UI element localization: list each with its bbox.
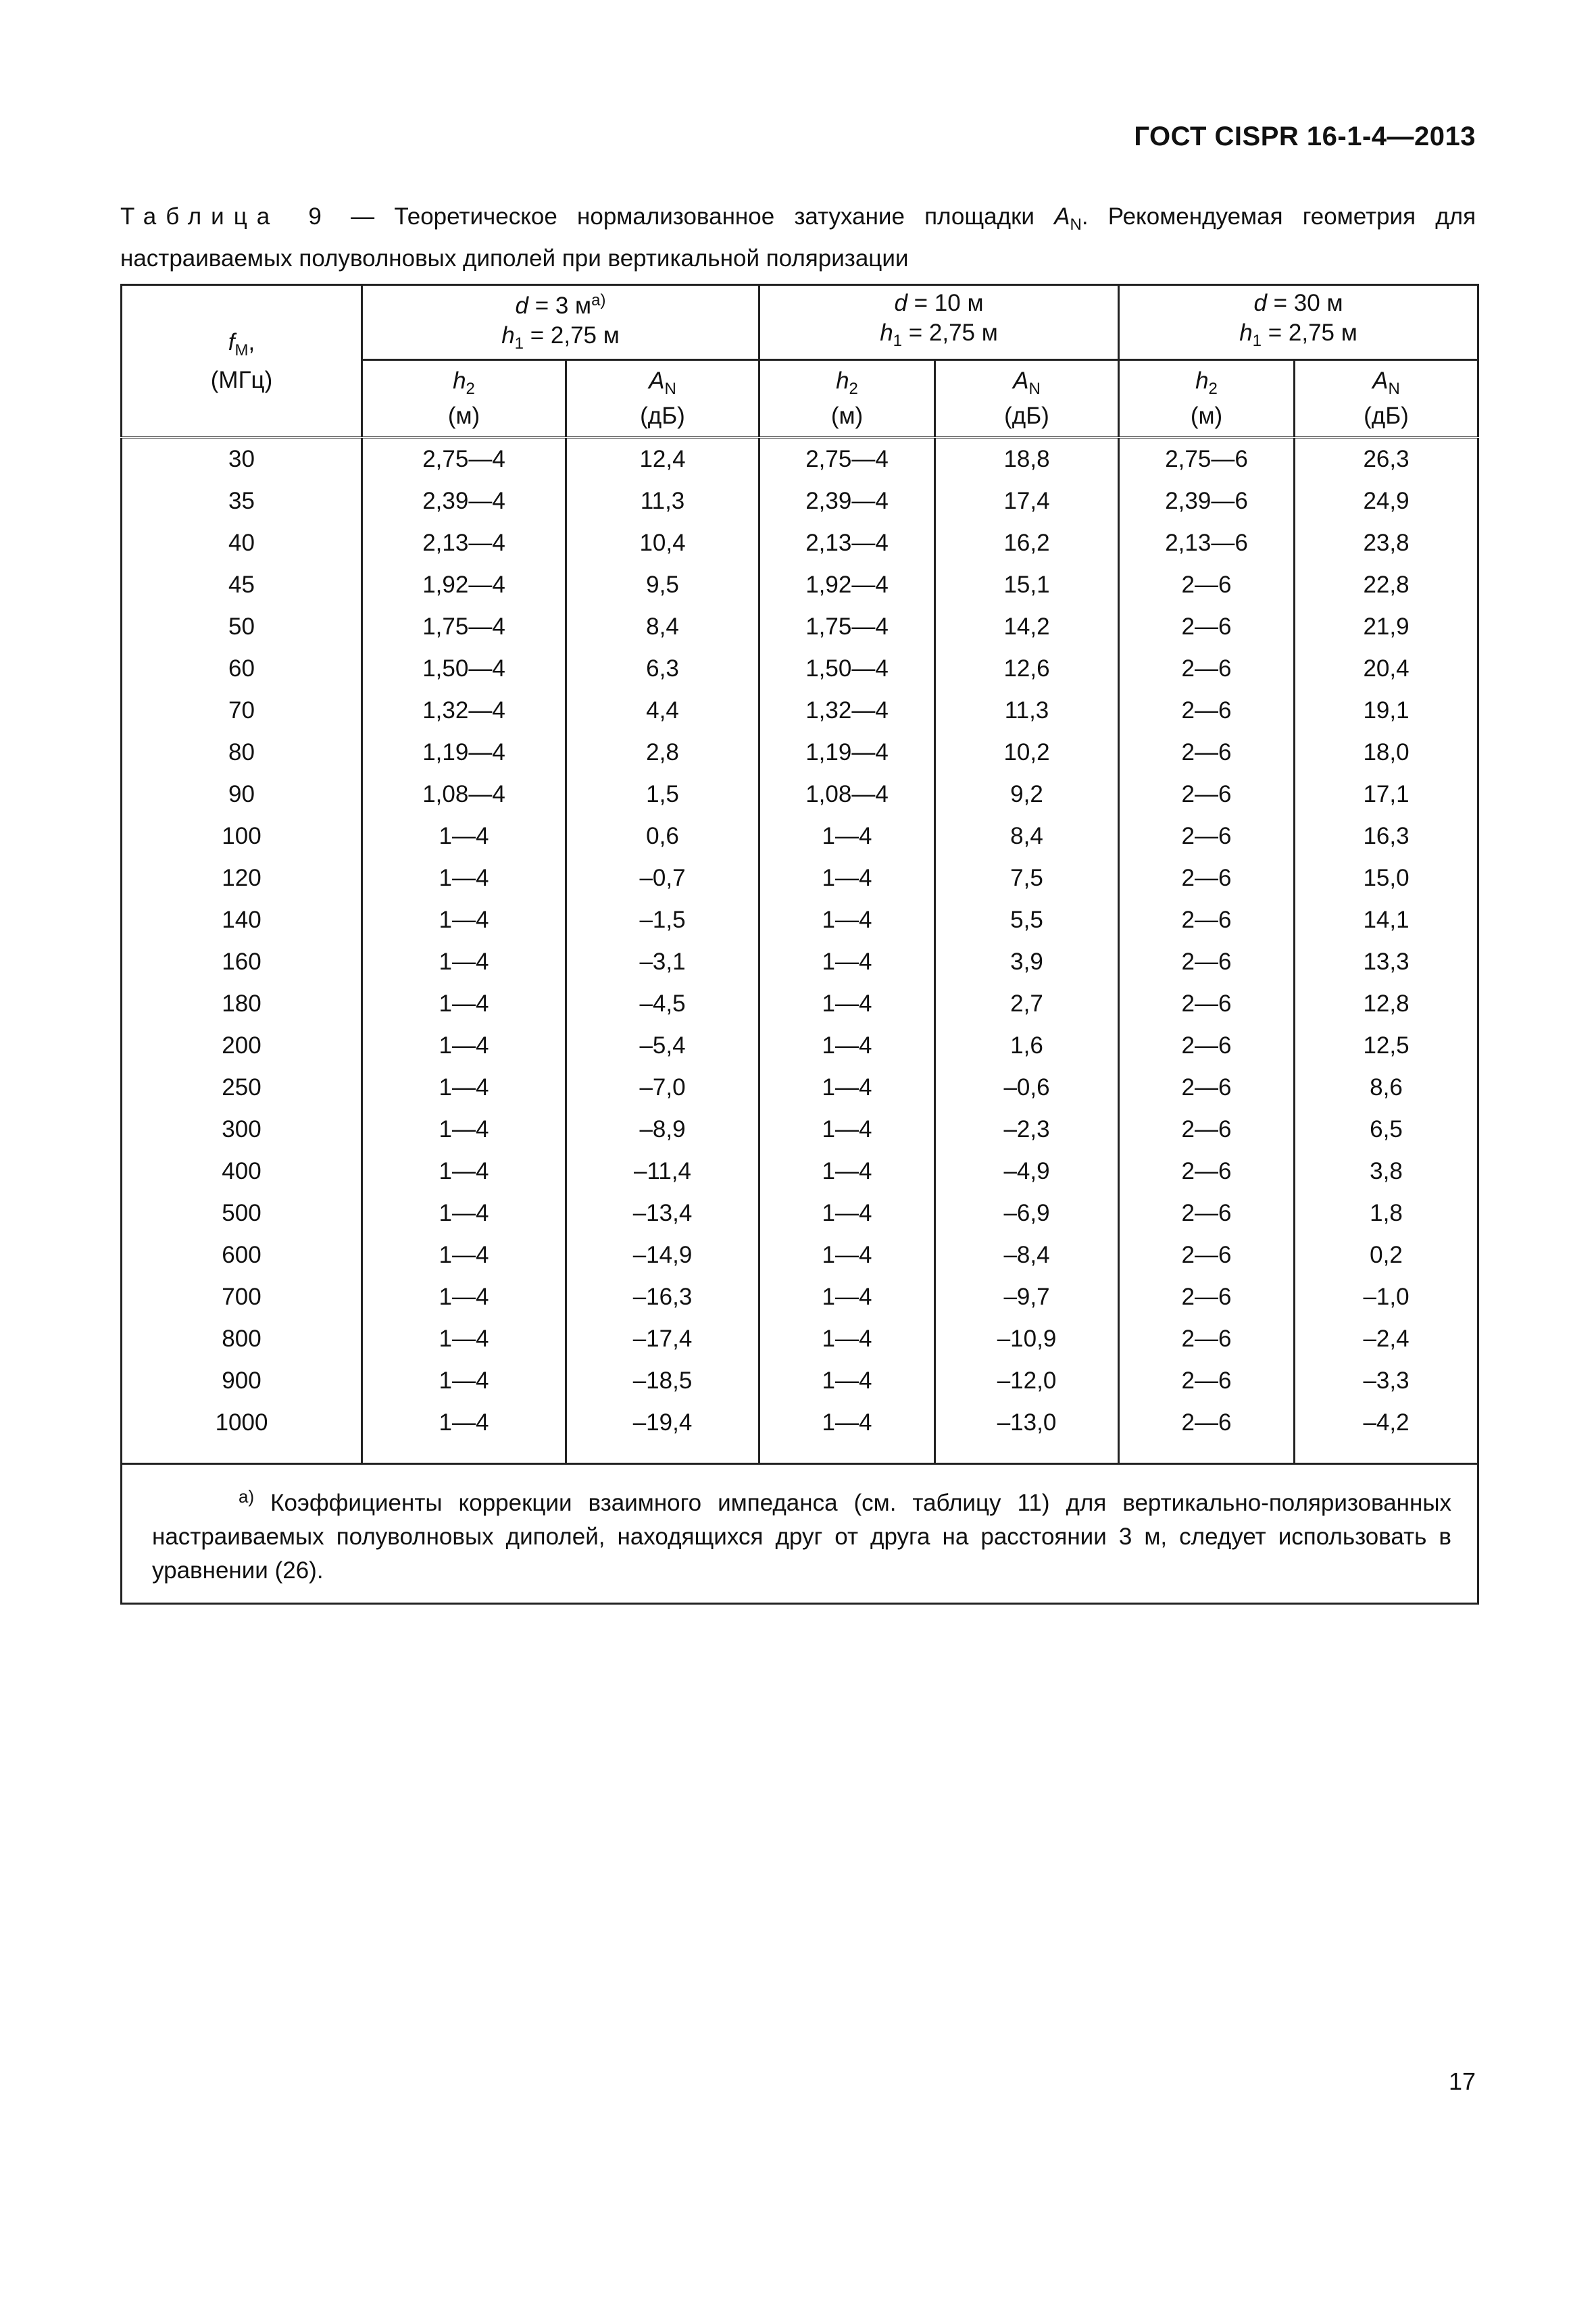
frequency-cell: 160 [122,941,362,983]
table-row [122,522,1478,564]
table-row [122,857,1478,899]
h-value: = 2,75 м [524,322,620,349]
frequency-cell: 140 [122,899,362,941]
an-d30-cell: 15,0 [1295,857,1478,899]
frequency-cell: 70 [122,690,362,732]
table-row [122,438,1478,481]
h2-d10-cell: 1—4 [759,983,935,1025]
h2-unit: (м) [1190,403,1223,429]
an-symbol: A [649,368,665,394]
h2-d30-cell: 2—6 [1119,774,1295,815]
caption-symbol: A [1054,203,1070,230]
h2-d30-cell: 2—6 [1119,732,1295,774]
footnote-text: Коэффициенты коррекции взаимного импеданса (см. таблицу 11) для вертикально-поляризованных настраиваемых полуволновых диполей, находящихся друг от друга на расстоянии 3 м, следует использовать в уравнении (26). [152,1490,1451,1584]
h-value: = 2,75 м [902,320,998,346]
h2-d3-cell: 1—4 [362,941,566,983]
h2-d3-cell: 1—4 [362,899,566,941]
an-d10-cell: 1,6 [935,1025,1119,1067]
an-d10-cell: 12,6 [935,648,1119,690]
h2-d10-cell: 1,19—4 [759,732,935,774]
caption-text-before: Теоретическое нормализованное затухание площадки [394,203,1055,230]
h2-d10-cell: 1—4 [759,1276,935,1318]
h2-d30-cell: 2—6 [1119,648,1295,690]
an-d30-cell: 26,3 [1295,438,1478,481]
h-value: = 2,75 м [1262,320,1357,346]
d-value: = 10 м [907,290,984,316]
h2-d3-cell: 1,50—4 [362,648,566,690]
h2-d10-cell: 1—4 [759,1192,935,1234]
h2-d30-cell: 2—6 [1119,1192,1295,1234]
h2-d30-cell: 2—6 [1119,690,1295,732]
h2-d30-cell: 2—6 [1119,1025,1295,1067]
h2-d3-cell: 1,75—4 [362,606,566,648]
table-row [122,774,1478,815]
h2-sub: 2 [849,380,858,398]
table-row [122,1360,1478,1402]
frequency-cell: 35 [122,480,362,522]
an-d30-cell: 12,5 [1295,1025,1478,1067]
h-sub: 1 [514,334,524,353]
frequency-cell: 80 [122,732,362,774]
an-d3-cell: –5,4 [566,1025,759,1067]
an-d3-cell: –1,5 [566,899,759,941]
an-d3-cell: –8,9 [566,1109,759,1151]
h2-d3-cell: 2,75—4 [362,438,566,481]
an-d30-cell: 1,8 [1295,1192,1478,1234]
an-d3-cell: –18,5 [566,1360,759,1402]
an-symbol: A [1372,368,1389,394]
an-d3-cell: 0,6 [566,815,759,857]
h2-d3-cell: 1—4 [362,1067,566,1109]
an-d30-cell: 21,9 [1295,606,1478,648]
h2-d10-cell: 1—4 [759,815,935,857]
h-label: h [501,322,515,349]
an-d30-cell: 18,0 [1295,732,1478,774]
subheader-h2 [362,360,566,438]
an-d3-cell: 1,5 [566,774,759,815]
an-d3-cell: 2,8 [566,732,759,774]
h2-d10-cell: 1—4 [759,857,935,899]
an-d30-cell: –2,4 [1295,1318,1478,1360]
an-d3-cell: –13,4 [566,1192,759,1234]
freq-comma: , [248,328,255,355]
frequency-cell: 50 [122,606,362,648]
frequency-cell: 120 [122,857,362,899]
h2-d30-cell: 2—6 [1119,606,1295,648]
subheader-an [566,360,759,438]
an-d3-cell: –19,4 [566,1402,759,1464]
d-label: d [515,293,528,319]
frequency-header [122,285,362,438]
table-row [122,690,1478,732]
table-row [122,1025,1478,1067]
h2-d3-cell: 1—4 [362,1234,566,1276]
table-row [122,1402,1478,1464]
page-number: 17 [1448,2067,1476,2095]
h2-d10-cell: 2,13—4 [759,522,935,564]
h2-sub: 2 [1208,380,1218,398]
an-d10-cell: –0,6 [935,1067,1119,1109]
an-d3-cell: 9,5 [566,564,759,606]
h2-unit: (м) [830,403,864,429]
h2-d3-cell: 1—4 [362,1025,566,1067]
an-d30-cell: 8,6 [1295,1067,1478,1109]
h2-d30-cell: 2—6 [1119,1109,1295,1151]
h2-d10-cell: 1—4 [759,941,935,983]
h2-d3-cell: 1—4 [362,857,566,899]
table-row [122,480,1478,522]
d-value: = 3 м [528,293,592,319]
an-d30-cell: 22,8 [1295,564,1478,606]
caption-label: Таблица 9 [120,203,331,230]
h2-d30-cell: 2—6 [1119,857,1295,899]
h2-d3-cell: 1—4 [362,1276,566,1318]
h2-d30-cell: 2—6 [1119,983,1295,1025]
h2-d10-cell: 1,50—4 [759,648,935,690]
h2-d10-cell: 1—4 [759,899,935,941]
h-sub: 1 [893,332,903,350]
an-d30-cell: 14,1 [1295,899,1478,941]
an-sub: N [1388,380,1400,398]
frequency-cell: 90 [122,774,362,815]
h2-d3-cell: 1—4 [362,1109,566,1151]
caption-dash: — [330,203,395,230]
group-header-d10 [759,285,1119,360]
frequency-cell: 60 [122,648,362,690]
h2-d30-cell: 2—6 [1119,1276,1295,1318]
h2-d3-cell: 1—4 [362,1192,566,1234]
h2-d10-cell: 1,32—4 [759,690,935,732]
freq-symbol-sub: M [234,341,249,359]
an-d3-cell: 4,4 [566,690,759,732]
frequency-cell: 1000 [122,1402,362,1464]
h2-d3-cell: 1—4 [362,1151,566,1192]
an-sub: N [664,380,676,398]
freq-symbol: f [228,328,235,355]
group-header-d3 [362,285,759,360]
h2-d10-cell: 1,75—4 [759,606,935,648]
frequency-cell: 30 [122,438,362,481]
h2-d30-cell: 2—6 [1119,899,1295,941]
an-d3-cell: –11,4 [566,1151,759,1192]
document-code-header: ГОСТ CISPR 16-1-4—2013 [1134,122,1476,151]
table-row [122,1067,1478,1109]
h2-d30-cell: 2,39—6 [1119,480,1295,522]
an-d30-cell: 12,8 [1295,983,1478,1025]
an-d10-cell: 17,4 [935,480,1119,522]
h2-d10-cell: 1—4 [759,1360,935,1402]
subheader-h2 [1119,360,1295,438]
h2-d30-cell: 2—6 [1119,1318,1295,1360]
an-d10-cell: 15,1 [935,564,1119,606]
h2-d30-cell: 2—6 [1119,941,1295,983]
an-d30-cell: 23,8 [1295,522,1478,564]
frequency-cell: 600 [122,1234,362,1276]
subheader-an [1295,360,1478,438]
an-d10-cell: –12,0 [935,1360,1119,1402]
an-d10-cell: 11,3 [935,690,1119,732]
an-d3-cell: 12,4 [566,438,759,481]
table-row [122,899,1478,941]
h2-d10-cell: 1—4 [759,1402,935,1464]
h2-d30-cell: 2—6 [1119,1402,1295,1464]
h2-d3-cell: 1—4 [362,1402,566,1464]
h2-d3-cell: 1—4 [362,815,566,857]
an-d3-cell: –3,1 [566,941,759,983]
footnote-mark: a) [239,1486,255,1507]
an-d10-cell: –4,9 [935,1151,1119,1192]
h2-d10-cell: 1,92—4 [759,564,935,606]
an-d30-cell: –1,0 [1295,1276,1478,1318]
an-d30-cell: 20,4 [1295,648,1478,690]
an-d30-cell: 3,8 [1295,1151,1478,1192]
an-d3-cell: –0,7 [566,857,759,899]
an-d3-cell: 8,4 [566,606,759,648]
table-row [122,606,1478,648]
h2-d3-cell: 2,13—4 [362,522,566,564]
d-label: d [1253,290,1267,316]
h2-d3-cell: 1,19—4 [362,732,566,774]
h2-d3-cell: 1—4 [362,983,566,1025]
h2-d10-cell: 1—4 [759,1025,935,1067]
h2-d30-cell: 2—6 [1119,1151,1295,1192]
frequency-cell: 250 [122,1067,362,1109]
an-d10-cell: 14,2 [935,606,1119,648]
h2-d10-cell: 1,08—4 [759,774,935,815]
an-d30-cell: 0,2 [1295,1234,1478,1276]
an-d3-cell: 10,4 [566,522,759,564]
an-d10-cell: 7,5 [935,857,1119,899]
group-header-d30 [1119,285,1478,360]
frequency-cell: 200 [122,1025,362,1067]
h2-symbol: h [453,368,466,394]
table-row [122,1234,1478,1276]
subheader-h2 [759,360,935,438]
an-d10-cell: 3,9 [935,941,1119,983]
an-d3-cell: 6,3 [566,648,759,690]
an-d3-cell: –17,4 [566,1318,759,1360]
h2-d30-cell: 2—6 [1119,1234,1295,1276]
an-d30-cell: 24,9 [1295,480,1478,522]
an-d10-cell: 8,4 [935,815,1119,857]
frequency-cell: 40 [122,522,362,564]
h2-unit: (м) [447,403,480,429]
h2-d10-cell: 1—4 [759,1151,935,1192]
an-d10-cell: 16,2 [935,522,1119,564]
h-sub: 1 [1252,332,1262,350]
an-d10-cell: –10,9 [935,1318,1119,1360]
d-value: = 30 м [1266,290,1343,316]
h2-d30-cell: 2—6 [1119,1360,1295,1402]
frequency-cell: 180 [122,983,362,1025]
caption-text-after: . Рекомендуемая геометрия для настраиваемых полуволновых диполей при вертикальной поляризации [120,203,1476,272]
frequency-cell: 800 [122,1318,362,1360]
an-unit: (дБ) [1364,403,1409,429]
h2-d3-cell: 1—4 [362,1360,566,1402]
an-d10-cell: 2,7 [935,983,1119,1025]
an-unit: (дБ) [1004,403,1049,429]
h-label: h [1239,320,1253,346]
h2-d3-cell: 1,92—4 [362,564,566,606]
h2-d3-cell: 1,08—4 [362,774,566,815]
frequency-cell: 500 [122,1192,362,1234]
an-d10-cell: 10,2 [935,732,1119,774]
h2-d30-cell: 2—6 [1119,1067,1295,1109]
h2-sub: 2 [466,380,475,398]
an-d3-cell: –14,9 [566,1234,759,1276]
frequency-cell: 100 [122,815,362,857]
an-d10-cell: –9,7 [935,1276,1119,1318]
subheader-an [935,360,1119,438]
an-symbol: A [1013,368,1029,394]
an-d10-cell: 9,2 [935,774,1119,815]
an-d10-cell: –2,3 [935,1109,1119,1151]
h2-d3-cell: 1,32—4 [362,690,566,732]
an-d3-cell: –7,0 [566,1067,759,1109]
table-row [122,564,1478,606]
an-d3-cell: 11,3 [566,480,759,522]
h2-d10-cell: 1—4 [759,1318,935,1360]
freq-unit: (МГц) [210,366,273,393]
an-d10-cell: –8,4 [935,1234,1119,1276]
h2-d10-cell: 2,39—4 [759,480,935,522]
an-d10-cell: –6,9 [935,1192,1119,1234]
attenuation-table [120,284,1479,1605]
an-sub: N [1028,380,1041,398]
table-body [122,438,1478,1464]
h2-d10-cell: 1—4 [759,1234,935,1276]
an-d10-cell: –13,0 [935,1402,1119,1464]
frequency-cell: 400 [122,1151,362,1192]
an-d30-cell: 6,5 [1295,1109,1478,1151]
caption-symbol-sub: N [1070,216,1082,234]
h2-d30-cell: 2—6 [1119,815,1295,857]
an-d30-cell: 17,1 [1295,774,1478,815]
footnote-ref-mark: a) [591,291,606,309]
an-d30-cell: 19,1 [1295,690,1478,732]
h-label: h [880,320,893,346]
an-d30-cell: 16,3 [1295,815,1478,857]
an-unit: (дБ) [640,403,685,429]
frequency-cell: 45 [122,564,362,606]
h2-d10-cell: 1—4 [759,1067,935,1109]
h2-d30-cell: 2,75—6 [1119,438,1295,481]
h2-symbol: h [836,368,849,394]
table-row [122,941,1478,983]
frequency-cell: 300 [122,1109,362,1151]
an-d10-cell: 5,5 [935,899,1119,941]
h2-d10-cell: 2,75—4 [759,438,935,481]
table-row [122,732,1478,774]
table-row [122,1109,1478,1151]
h2-d3-cell: 1—4 [362,1318,566,1360]
d-label: d [894,290,907,316]
h2-d10-cell: 1—4 [759,1109,935,1151]
frequency-cell: 900 [122,1360,362,1402]
table-footnote [122,1464,1478,1604]
table-row [122,648,1478,690]
an-d30-cell: –3,3 [1295,1360,1478,1402]
an-d30-cell: 13,3 [1295,941,1478,983]
h2-symbol: h [1195,368,1209,394]
table-caption [120,200,1476,276]
table-row [122,983,1478,1025]
h2-d3-cell: 2,39—4 [362,480,566,522]
an-d3-cell: –16,3 [566,1276,759,1318]
table-row [122,1151,1478,1192]
h2-d30-cell: 2—6 [1119,564,1295,606]
h2-d30-cell: 2,13—6 [1119,522,1295,564]
an-d30-cell: –4,2 [1295,1402,1478,1464]
table-row [122,1192,1478,1234]
frequency-cell: 700 [122,1276,362,1318]
table-row [122,1318,1478,1360]
an-d10-cell: 18,8 [935,438,1119,481]
table-row [122,1276,1478,1318]
table-row [122,815,1478,857]
an-d3-cell: –4,5 [566,983,759,1025]
